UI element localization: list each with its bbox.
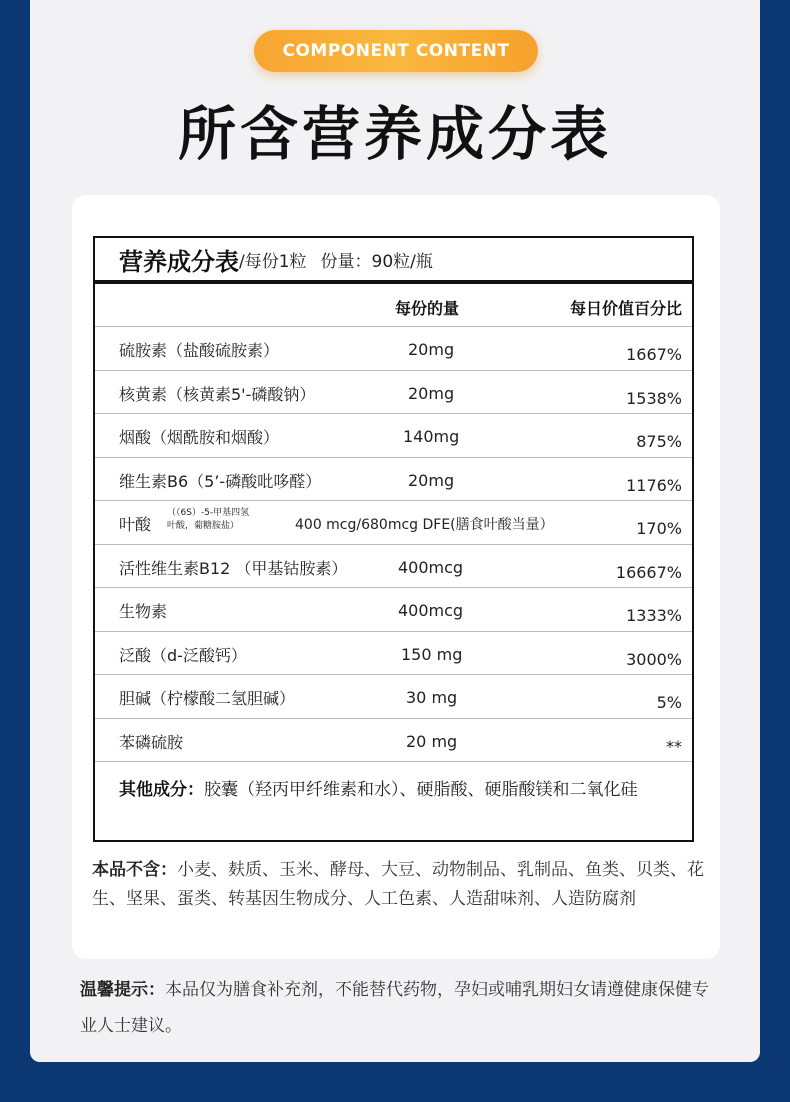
column-amount: 每份的量 <box>395 299 460 318</box>
table-row <box>95 719 692 763</box>
nutrient-name: 生物素 <box>119 602 168 621</box>
table-row <box>95 675 692 719</box>
exclusion-statement <box>92 856 720 914</box>
column-daily-value: 每日价值百分比 <box>569 299 682 318</box>
exclusion-label: 本品不含： <box>92 860 177 880</box>
serving-count: 份量：90粒/瓶 <box>320 251 433 272</box>
component-content-badge: COMPONENT CONTENT <box>254 30 538 72</box>
serving-size: /每份1粒 <box>239 251 307 272</box>
warm-tips <box>80 972 720 1044</box>
exclusion-text: 小麦、麸质、玉米、酵母、大豆、动物制品、乳制品、鱼类、贝类、花生、坚果、蛋类、转基因生物成分、人工色素、人造甜味剂、人造防腐剂 <box>92 860 704 909</box>
table-row <box>95 327 692 371</box>
tips-text: 本品仅为膳食补充剂，不能替代药物，孕妇或哺乳期妇女请遵健康保健专业人士建议。 <box>80 980 709 1036</box>
nutrient-dv: 1667% <box>626 345 682 364</box>
table-heading-row <box>95 238 692 284</box>
nutrient-name: 烟酸（烟酰胺和烟酸） <box>119 428 280 447</box>
other-ingredients-label: 其他成分： <box>119 780 204 800</box>
nutrient-name: 泛酸（d-泛酸钙） <box>119 645 247 665</box>
table-row <box>95 588 692 632</box>
nutrient-dv: ** <box>666 736 682 756</box>
nutrition-table <box>93 236 694 842</box>
other-ingredients <box>95 762 692 807</box>
page-title: 所含营养成分表 <box>177 100 612 168</box>
nutrient-amount: 20mg <box>408 383 455 403</box>
nutrient-amount: 400 mcg/680mcg DFE(膳食叶酸当量） <box>295 517 554 533</box>
nutrient-amount: 30 mg <box>406 688 458 707</box>
column-header-row <box>95 284 692 327</box>
table-row <box>95 458 692 502</box>
nutrient-amount: 400mcg <box>398 601 464 620</box>
nutrient-amount: 150 mg <box>401 644 463 664</box>
table-row <box>95 371 692 415</box>
nutrient-name: 胆碱（柠檬酸二氢胆碱） <box>119 689 296 708</box>
nutrient-name: 维生素B6（5’-磷酸吡哆醛） <box>119 471 322 491</box>
nutrient-amount: 400mcg <box>398 557 464 577</box>
nutrient-dv: 5% <box>656 693 682 712</box>
nutrient-dv: 3000% <box>626 649 682 669</box>
nutrient-dv: 16667% <box>615 562 682 582</box>
table-row <box>95 545 692 589</box>
nutrient-dv: 875% <box>636 432 682 451</box>
nutrient-name: 叶酸 <box>119 515 152 534</box>
nutrient-dv: 1538% <box>626 388 682 408</box>
nutrient-dv: 1176% <box>626 475 682 495</box>
table-row <box>95 632 692 676</box>
nutrient-amount: 20mg <box>408 470 455 490</box>
other-ingredients-text: 胶囊（羟丙甲纤维素和水）、硬脂酸、硬脂酸镁和二氧化硅 <box>204 780 638 800</box>
nutrient-dv: 1333% <box>626 606 682 625</box>
nutrient-dv: 170% <box>636 519 682 538</box>
table-row-folate <box>95 501 692 545</box>
nutrient-amount: 20mg <box>408 340 455 359</box>
tips-label: 温馨提示： <box>80 980 165 1000</box>
nutrient-amount: 20 mg <box>406 731 458 751</box>
nutrient-name: 苯磷硫胺 <box>119 732 184 752</box>
table-row <box>95 414 692 458</box>
nutrient-amount: 140mg <box>403 427 460 446</box>
nutrient-name: 硫胺素（盐酸硫胺素） <box>119 341 280 360</box>
nutrient-name: 活性维生素B12 （甲基钴胺素） <box>119 558 348 578</box>
table-heading: 营养成分表 <box>119 247 239 276</box>
folate-form-note: （（6S）-5-甲基四氢 叶酸，葡糖胺盐） <box>167 508 250 531</box>
nutrient-name: 核黄素（核黄素5'-磷酸钠） <box>119 384 316 404</box>
